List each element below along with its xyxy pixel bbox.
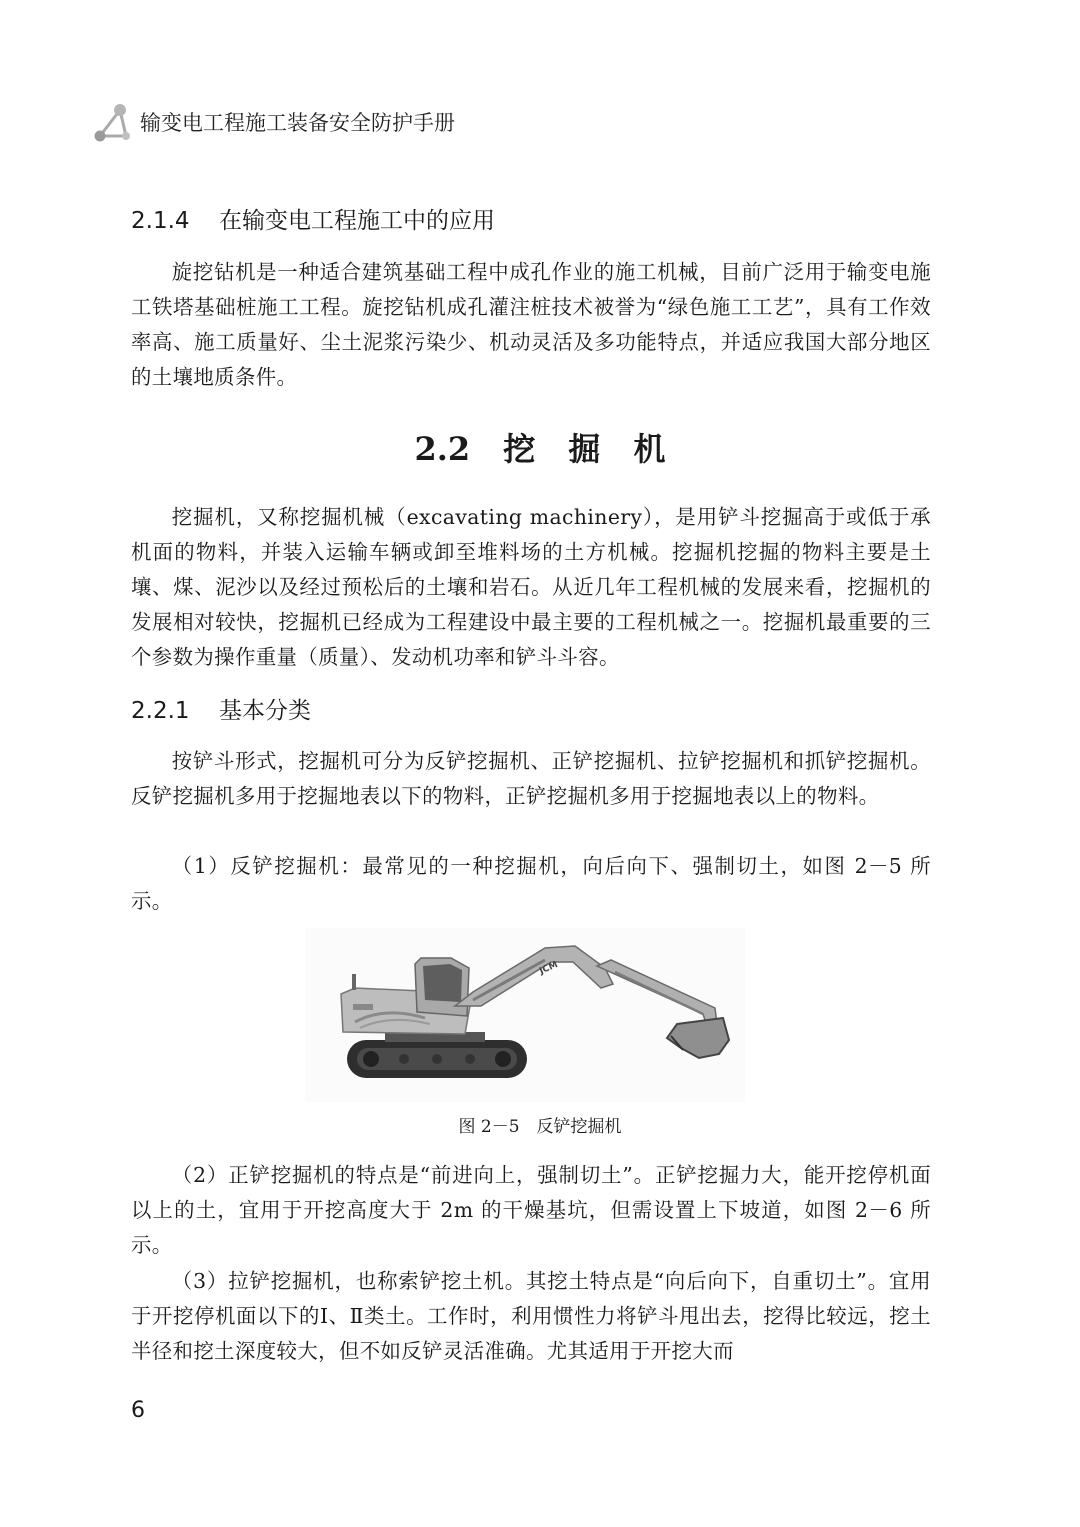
- section-heading-2-2-1: [131, 692, 311, 725]
- paragraph-front-shovel: （2）正铲挖掘机的特点是“前进向上，强制切土”。正铲挖掘力大，能开挖停机面以上的土，宜用于开挖高度大于 2m 的干燥基坑，但需设置上下坡道，如图 2－6 所示。: [131, 1163, 931, 1257]
- paragraph-excavator-intro: 挖掘机，又称挖掘机械（excavating machinery），是用铲斗挖掘高于或低于承机面的物料，并装入运输车辆或卸至堆料场的土方机械。挖掘机挖掘的物料主要是土壤、煤、泥沙以及经过预松后的土壤和岩石。从近几年工程机械的发展来看，挖掘机的发展相对较快，挖掘机已经成为工程建设中最主要的工程机械之一。挖掘机最重要的三个参数为操作重量（质量）、发动机功率和铲斗斗容。: [131, 505, 931, 669]
- section-heading-2-1-4: [131, 202, 495, 235]
- triangle-nodes-logo-icon: [92, 102, 132, 142]
- excavator-illustration: [305, 928, 745, 1102]
- backhoe-excavator-figure: [305, 928, 745, 1102]
- section-number: 2.2.1: [131, 698, 190, 724]
- chapter-section-heading-2-2: 2.2 挖 掘 机: [414, 430, 666, 468]
- paragraph-dragline: （3）拉铲挖掘机，也称索铲挖土机。其挖土特点是“向后向下，自重切土”。宜用于开挖停机面以下的Ⅰ、Ⅱ类土。工作时，利用惯性力将铲斗甩出去，挖得比较远，挖土半径和挖土深度较大，但不如反铲灵活准确。尤其适用于开挖大而: [131, 1269, 931, 1363]
- section-title: 基本分类: [219, 698, 311, 724]
- paragraph-backhoe: （1）反铲挖掘机：最常见的一种挖掘机，向后向下、强制切土，如图 2－5 所示。: [131, 854, 931, 913]
- figure-caption: 图 2－5 反铲挖掘机: [458, 1117, 622, 1137]
- running-header: [92, 100, 455, 144]
- section-number: 2.1.4: [131, 208, 190, 234]
- section-title: 在输变电工程施工中的应用: [219, 208, 495, 234]
- paragraph-classification: 按铲斗形式，挖掘机可分为反铲挖掘机、正铲挖掘机、拉铲挖掘机和抓铲挖掘机。反铲挖掘机多用于挖掘地表以下的物料，正铲挖掘机多用于挖掘地表以上的物料。: [131, 749, 931, 808]
- brand-text: JCM: [538, 959, 560, 977]
- paragraph-rotary-drill: 旋挖钻机是一种适合建筑基础工程中成孔作业的施工机械，目前广泛用于输变电施工铁塔基础桩施工工程。旋挖钻机成孔灌注桩技术被誉为“绿色施工工艺”，具有工作效率高、施工质量好、尘土泥浆污染少、机动灵活及多功能特点，并适应我国大部分地区的土壤地质条件。: [131, 260, 931, 389]
- book-title: 输变电工程施工装备安全防护手册: [140, 111, 455, 135]
- page-number: 6: [131, 1398, 145, 1423]
